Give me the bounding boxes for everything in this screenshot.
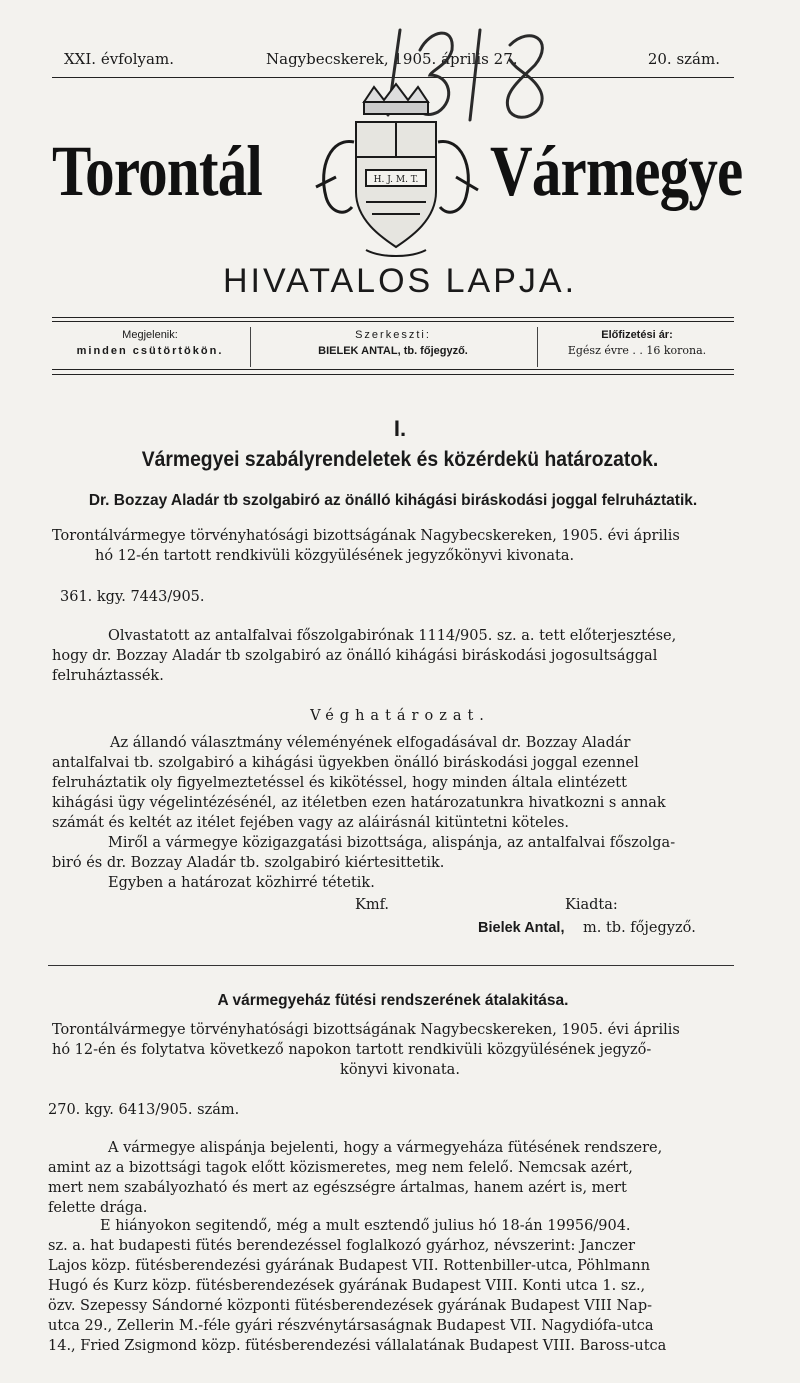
subscription-infobox	[52, 317, 734, 375]
editor-name: BIELEK ANTAL, tb. főjegyző.	[318, 345, 468, 357]
kmf-mark: Kmf.	[355, 897, 390, 913]
intro-line: könyvi kivonata.	[340, 1062, 460, 1078]
paragraph-line: hogy dr. Bozzay Aladár tb szolgabiró az önálló kihágási biráskodási jogosultsággal	[52, 648, 658, 664]
resolution-line: Az állandó választmány véleményének elfogadásával dr. Bozzay Aladár	[110, 735, 631, 751]
paragraph-line: Olvastatott az antalfalvai főszolgabirónak 1114/905. sz. a. tett előterjesztése,	[108, 628, 677, 644]
body-line: amint az a bizottsági tagok előtt közismeretes, meg nem felelő. Nemcsak azért,	[48, 1160, 633, 1176]
editor-label: Szerkeszti:	[355, 329, 431, 341]
coat-of-arms-icon	[306, 82, 486, 262]
reference-number: 270. kgy. 6413/905. szám.	[48, 1102, 240, 1118]
resolution-line: számát és keltét az itélet fejében vagy az aláirásnál kitüntetni köteles.	[52, 815, 570, 831]
resolution-line: biró és dr. Bozzay Aladár tb. szolgabiró kiértesittetik.	[52, 855, 445, 871]
infobox-divider	[250, 327, 251, 367]
article-title: Dr. Bozzay Aladár tb szolgabiró az önálló kihágási biráskodási joggal felruháztatik.	[88, 492, 698, 509]
crest-label: H. J. M. T.	[373, 175, 419, 185]
resolution-line: Miről a vármegye közigazgatási bizottsága, alispánja, az antalfalvai főszolga-	[108, 835, 676, 851]
appears-value: minden csütörtökön.	[76, 345, 224, 357]
intro-line: hó 12-én tartott rendkivüli közgyülésének jegyzőkönyvi kivonata.	[95, 548, 575, 564]
infobox-bottom-rule-2	[52, 374, 734, 375]
intro-line: Torontálvármegye törvényhatósági bizottságának Nagybecskereken, 1905. évi április	[52, 528, 680, 544]
price-value: Egész évre . . 16 korona.	[567, 344, 707, 357]
article-title: A vármegyeház fütési rendszerének átalakitása.	[217, 992, 569, 1009]
paragraph-line: felruháztassék.	[52, 668, 164, 684]
body-line: felette drága.	[48, 1200, 148, 1216]
price-label: Előfizetési ár:	[601, 329, 673, 341]
article-separator	[48, 965, 734, 966]
signer-name: Bielek Antal,	[478, 920, 565, 936]
intro-line: hó 12-én és folytatva következő napokon tartott rendkivüli közgyülésének jegyző-	[52, 1042, 652, 1058]
issue-number: 20. szám.	[647, 50, 720, 68]
resolution-line: kihágási ügy végelintézésénél, az itéletben ezen határozatunkra hivatkozni s annak	[52, 795, 666, 811]
resolution-line: felruháztatik oly figyelmeztetéssel és kikötéssel, hogy minden általa elintézett	[52, 775, 627, 791]
body-line: utca 29., Zellerin M.-féle gyári részvénytársaságnak Budapest VII. Nagydiófa-utca	[48, 1318, 654, 1334]
publication-schedule	[52, 327, 248, 359]
body-line: mert nem szabályozható és mert az egészségre ártalmas, hanem azért is, mert	[48, 1180, 627, 1196]
masthead-subtitle: HIVATALOS LAPJA.	[222, 262, 578, 300]
body-line: özv. Szepessy Sándorné központi fütésberendezések gyárának Budapest VIII Nap-	[48, 1298, 653, 1314]
body-line: Hugó és Kurz közp. fütésberendezések gyárának Budapest VIII. Konti utca 1. sz.,	[48, 1278, 646, 1294]
body-line: E hiányokon segitendő, még a mult esztendő julius hó 18-án 19956/904.	[100, 1218, 631, 1234]
issued-by-label: Kiadta:	[565, 897, 618, 913]
appears-label: Megjelenik:	[122, 329, 178, 341]
reference-number: 361. kgy. 7443/905.	[60, 589, 205, 605]
body-line: sz. a. hat budapesti fütés berendezéssel foglalkozó gyárhoz, névszerint: Janczer	[48, 1238, 636, 1254]
infobox-divider	[537, 327, 538, 367]
body-line: A vármegye alispánja bejelenti, hogy a vármegyeháza fütésének rendszere,	[108, 1140, 663, 1156]
masthead-title-left: Torontál	[52, 131, 262, 211]
section-number: I.	[393, 416, 407, 441]
body-line: 14., Fried Zsigmond közp. fütésberendezési vállalatának Budapest VIII. Baross-utca	[48, 1338, 667, 1354]
infobox-bottom-rule	[52, 369, 734, 370]
masthead-title-right: Vármegye	[490, 131, 743, 211]
body-line: Lajos közp. fütésberendezési gyárának Budapest VII. Rottenbiller-utca, Pöhlmann	[48, 1258, 651, 1274]
resolution-line: Egyben a határozat közhirré tétetik.	[108, 875, 375, 891]
place-date: Nagybecskerek, 1905. április 27.	[266, 50, 518, 68]
section-heading: Vármegyei szabályrendeletek és közérdekü határozatok.	[141, 448, 659, 471]
intro-line: Torontálvármegye törvényhatósági bizottságának Nagybecskereken, 1905. évi április	[52, 1022, 680, 1038]
resolution-line: antalfalvai tb. szolgabiró a kihágási ügyekben önálló biráskodási joggal ezennel	[52, 755, 639, 771]
editor-info	[252, 327, 534, 359]
signer-title: m. tb. főjegyző.	[583, 920, 696, 936]
subscription-price	[540, 327, 734, 359]
resolution-heading: Véghatározat.	[310, 708, 490, 724]
volume-label: XXI. évfolyam.	[64, 50, 174, 68]
